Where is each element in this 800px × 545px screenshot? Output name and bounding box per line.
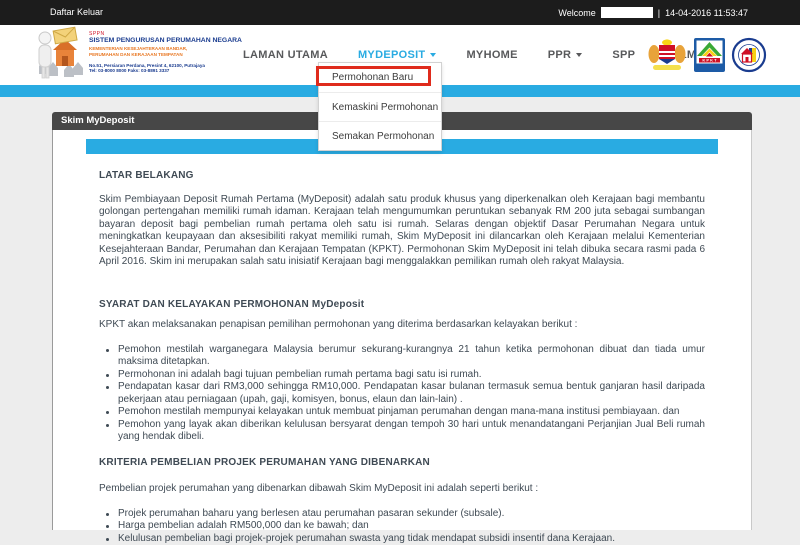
kriteria-bullet-list — [99, 508, 705, 545]
nav-spp[interactable]: SPP — [612, 49, 635, 61]
section-heading-kriteria: KRITERIA PEMBELIAN PROJEK PERUMAHAN YANG DIBENARKAN — [99, 457, 705, 470]
nav-ppr[interactable]: PPR — [548, 49, 583, 61]
brand-title: SISTEM PENGURUSAN PERUMAHAN NEGARA — [89, 37, 242, 45]
brand-text — [89, 26, 242, 82]
menu-item-semakan-permohonan[interactable]: Semakan Permohonan — [319, 121, 441, 150]
nav-myhome[interactable]: MYHOME — [466, 49, 517, 61]
syarat-intro: KPKT akan melaksanakan penapisan pemilihan permohonan yang diterima berdasarkan kelayakan berikut : — [99, 319, 705, 332]
kpkt-logo-icon — [694, 38, 725, 72]
brand-contact: Tel: 03-8000 8000 Faks: 03-8891 3337 — [89, 68, 242, 74]
site-logo[interactable] — [35, 26, 242, 82]
chevron-down-icon — [430, 53, 436, 57]
list-item: Pemohon mestilah warganegara Malaysia berumur sekurang-kurangnya 21 tahun ketika permohonan dibuat dan tiada umur maksima ditetapkan. — [99, 344, 705, 369]
list-item: Projek perumahan baharu yang berlesen atau perumahan pasaran sekunder (subsale). — [99, 508, 705, 521]
page-content — [86, 170, 718, 545]
list-item: Kelulusan pembelian bagi projek-projek perumahan swasta yang tidak mendapat subsidi insentif dana Kerajaan. — [99, 533, 705, 545]
list-item: Pendapatan kasar dari RM3,000 sehingga RM10,000. Pendapatan kasar bulanan termasuk semua bentuk ganjaran hasil daripada pekerjaan atau perniagaan (upah, gaji, komisyen, bonus, elaun dan lain-lain) . — [99, 381, 705, 406]
menu-item-permohonan-baru[interactable]: Permohonan Baru — [319, 63, 441, 92]
list-item: Permohonan ini adalah bagi tujuan pembelian rumah pertama bagi satu isi rumah. — [99, 369, 705, 382]
brand-address: No.51, Persiaran Perdana, Presint 4, 62100, Putrajaya — [89, 63, 242, 69]
panel-title: Skim MyDeposit — [52, 112, 752, 130]
list-item: Harga pembelian adalah RM500,000 dan ke bawah; dan — [99, 520, 705, 533]
malaysia-coat-of-arms-icon — [647, 38, 687, 72]
skim-mydeposit-panel — [52, 112, 752, 530]
latar-belakang-paragraph: Skim Pembiayaan Deposit Rumah Pertama (MyDeposit) adalah satu produk khusus yang diperkenalkan oleh Kerajaan bagi membantu golongan pertengahan memiliki rumah idaman. Kerajaan telah mengumumkan peruntukan sebanyak RM 200 juta sebagai sumbangan bayaran deposit bagi pembelian rumah pertama oleh satu isi rumah. Selaras dengan objektif Dasar Perumahan Negara untuk meningkatkan keupayaan dan aksesibiliti rakyat memiliki rumah, Skim MyDeposit ini dilancarkan oleh Kerajaan melalui Kementerian Kesejahteraan Bandar, Perumahan dan Kerajaan Tempatan (KPKT). Permohonan Skim MyDeposit ini telah dibuka secara rasmi pada 6 April 2016. Skim ini merupakan salah satu inisiatif Kerajaan bagi menggalakkan pemilikan rumah oleh rakyat Malaysia. — [99, 194, 705, 269]
nav-mydeposit[interactable]: MYDEPOSIT — [358, 49, 437, 61]
list-item: Pemohon mestilah mempunyai kelayakan untuk membuat pinjaman perumahan dengan mana-mana institusi pembiayaan. dan — [99, 406, 705, 419]
brand-acronym: SPPN — [89, 31, 242, 37]
topbar-separator: | — [658, 8, 660, 18]
main-nav — [243, 25, 696, 85]
kriteria-intro: Pembelian projek perumahan yang dibenarkan dibawah Skim MyDeposit ini adalah seperti berikut : — [99, 483, 705, 496]
logout-link[interactable]: Daftar Keluar — [50, 7, 103, 17]
topbar-session-info — [558, 7, 748, 18]
mydeposit-dropdown-menu — [318, 62, 442, 151]
brand-ministry: KEMENTERIAN KESEJAHTERAAN BANDAR, PERUMAHAN DAN KERAJAAN TEMPATAN — [89, 46, 207, 58]
list-item: Pemohon yang layak akan diberikan kelulusan bersyarat dengan tempoh 30 hari untuk menandatangani Perjanjian Jual Beli rumah yang hendak dibeli. — [99, 419, 705, 444]
section-heading-syarat: SYARAT DAN KELAYAKAN PERMOHONAN MyDeposit — [99, 299, 705, 312]
syarat-bullet-list — [99, 344, 705, 444]
panel-body — [52, 130, 752, 530]
menu-item-kemaskini-permohonan[interactable]: Kemaskini Permohonan — [319, 92, 441, 121]
svg-text:K P K T: K P K T — [702, 58, 717, 63]
government-logos — [647, 38, 766, 72]
section-heading-latar-belakang: LATAR BELAKANG — [99, 170, 705, 183]
welcome-label: Welcome — [558, 8, 595, 18]
jpn-seal-icon — [732, 38, 766, 72]
username-redacted — [601, 7, 653, 18]
topbar — [0, 0, 800, 25]
chevron-down-icon — [576, 53, 582, 57]
sppn-logo-icon — [35, 26, 87, 82]
nav-laman-utama[interactable]: LAMAN UTAMA — [243, 49, 328, 61]
datetime-label: 14-04-2016 11:53:47 — [665, 8, 748, 18]
